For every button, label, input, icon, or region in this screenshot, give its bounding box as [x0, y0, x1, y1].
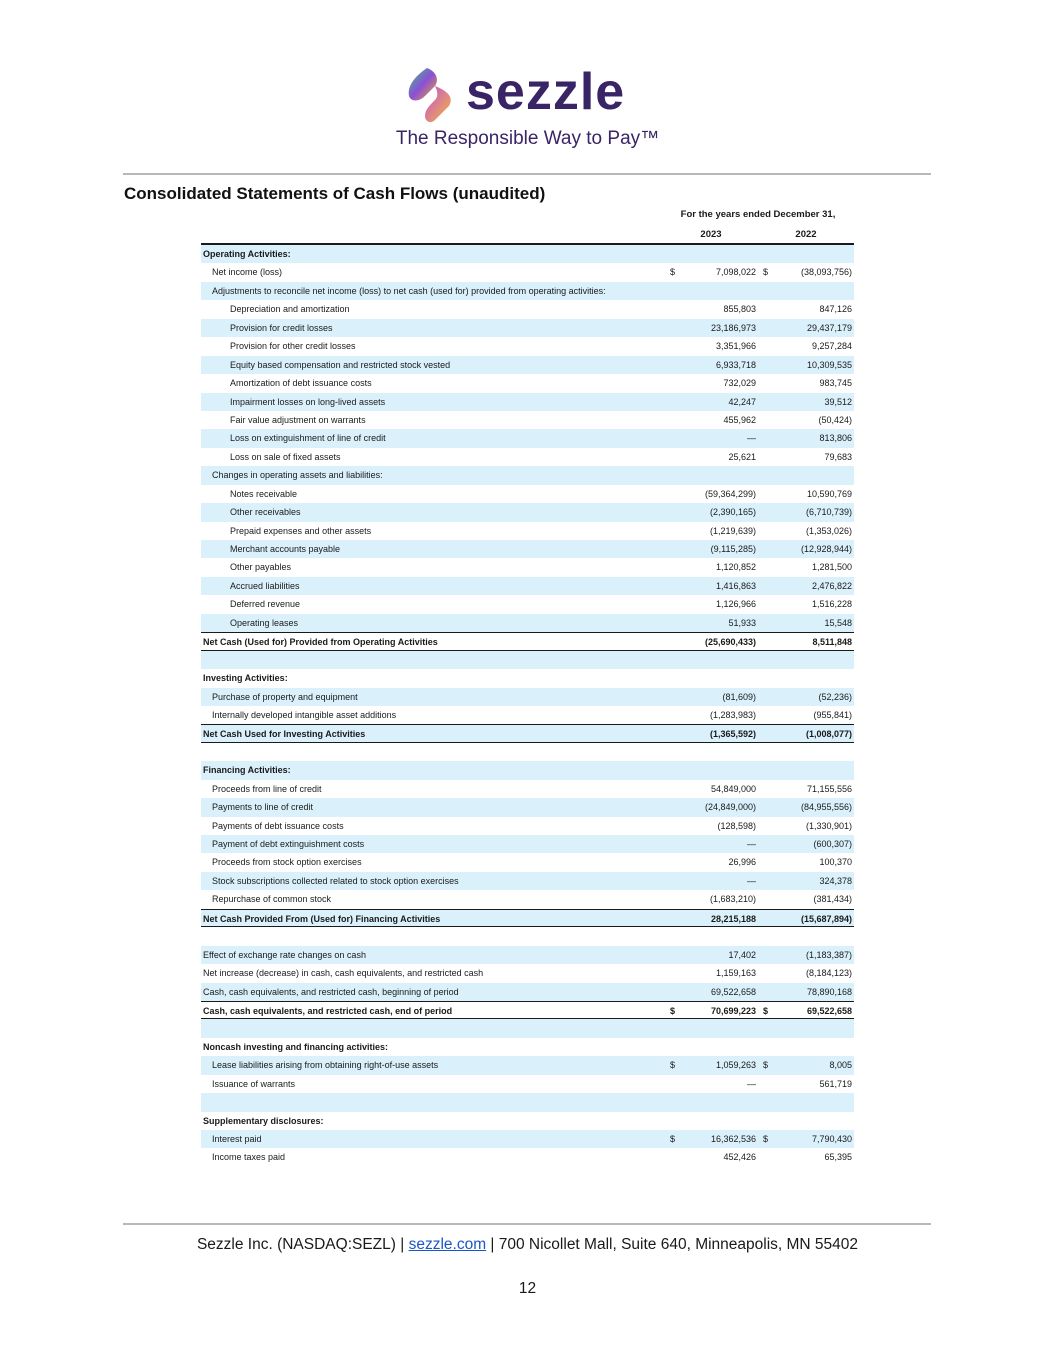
table-row: [201, 393, 854, 411]
table-section-header: [201, 245, 854, 263]
row-label: Operating leases: [230, 617, 299, 628]
table-row: [201, 429, 854, 447]
table-row: [201, 503, 854, 521]
row-label: Changes in operating assets and liabilities:: [212, 470, 383, 481]
value-2023: 51,933: [728, 617, 756, 628]
table-row: [201, 337, 854, 355]
value-2023: 25,621: [728, 451, 756, 462]
value-2023: (2,390,165): [709, 507, 756, 518]
currency-symbol: $: [763, 267, 769, 278]
value-2023: (24,849,000): [704, 802, 756, 813]
row-label: Accrued liabilities: [230, 580, 300, 591]
table-row: [201, 946, 854, 964]
value-2023: 23,186,973: [710, 322, 756, 333]
currency-symbol: $: [763, 1060, 769, 1071]
brand-logo: [0, 62, 1055, 162]
table-row: [201, 595, 854, 613]
value-2022: 71,155,556: [806, 783, 852, 794]
currency-symbol: $: [763, 1005, 769, 1016]
period-label: For the years ended December 31,: [680, 209, 836, 220]
value-2022: 561,719: [819, 1078, 852, 1089]
value-2023: —: [747, 839, 756, 849]
table-row: [201, 872, 854, 890]
table-row: [201, 890, 854, 908]
currency-symbol: $: [670, 1134, 676, 1144]
value-2023: 1,120,852: [715, 562, 756, 573]
row-label: Loss on extinguishment of line of credit: [230, 433, 386, 444]
value-2022: (1,183,387): [805, 949, 852, 960]
page-number: 12: [518, 1280, 537, 1297]
table-row: [201, 1019, 854, 1037]
table-row: [201, 577, 854, 595]
table-row: [201, 688, 854, 706]
sezzle-logo-icon: [405, 66, 457, 124]
value-2022: 813,806: [819, 433, 852, 444]
value-2022: (84,955,556): [800, 802, 852, 813]
row-label: Investing Activities:: [203, 673, 288, 684]
value-2023: —: [747, 1078, 756, 1089]
row-label: Cash, cash equivalents, and restricted cash, beginning of period: [203, 986, 459, 997]
header-divider: [123, 173, 931, 175]
table-total-row: [201, 632, 854, 650]
value-2022: (1,330,901): [805, 820, 852, 831]
value-2022: 69,522,658: [806, 1005, 852, 1016]
row-label: Payments to line of credit: [212, 802, 314, 813]
value-2023: (1,219,639): [709, 525, 756, 536]
value-2023: 42,247: [728, 396, 756, 407]
value-2022: 78,890,168: [806, 986, 852, 997]
table-row: [201, 558, 854, 576]
value-2023: 732,029: [723, 378, 756, 389]
value-2023: —: [747, 875, 756, 886]
currency-symbol: $: [670, 1005, 676, 1016]
row-label: Other payables: [230, 562, 292, 573]
table-row: [201, 927, 854, 945]
value-2022: 39,512: [824, 396, 852, 407]
value-2023: —: [747, 433, 756, 444]
table-row: [201, 1093, 854, 1111]
row-label: Notes receivable: [230, 488, 298, 499]
currency-symbol: $: [670, 267, 676, 278]
value-2023: 455,962: [723, 414, 756, 425]
value-2023: 855,803: [723, 304, 756, 315]
value-2022: 9,257,284: [811, 341, 852, 352]
row-label: Provision for other credit losses: [230, 341, 356, 352]
row-label: Impairment losses on long-lived assets: [230, 396, 386, 407]
currency-symbol: $: [670, 1060, 676, 1071]
value-2022: (38,093,756): [800, 267, 852, 278]
value-2023: 3,351,966: [715, 341, 756, 352]
value-2022: (50,424): [818, 414, 852, 425]
table-row: [201, 319, 854, 337]
value-2023: 1,416,863: [715, 580, 756, 591]
value-2023: (59,364,299): [704, 488, 756, 499]
row-label: Income taxes paid: [212, 1152, 286, 1163]
value-2022: (15,687,894): [800, 913, 852, 924]
row-label: Noncash investing and financing activities:: [203, 1041, 389, 1052]
table-row: [201, 983, 854, 1001]
row-label: Repurchase of common stock: [212, 894, 332, 905]
value-2022: (12,928,944): [800, 544, 852, 554]
value-2022: 10,309,535: [806, 359, 852, 370]
brand-tagline: The Responsible Way to Pay™: [395, 128, 660, 149]
value-2023: 16,362,536: [710, 1134, 756, 1144]
row-label: Net income (loss): [212, 267, 283, 278]
footer-divider: [123, 1223, 931, 1225]
table-row: [201, 651, 854, 669]
footer: [0, 1236, 1055, 1254]
table-row: [201, 1148, 854, 1166]
row-label: Deferred revenue: [230, 599, 301, 610]
row-label: Effect of exchange rate changes on cash: [203, 949, 366, 960]
table-section-header: [201, 1112, 854, 1130]
table-row: [201, 817, 854, 835]
value-2022: 10,590,769: [806, 488, 852, 499]
row-label: Merchant accounts payable: [230, 544, 341, 554]
value-2023: 452,426: [723, 1152, 756, 1163]
table-total-row: [201, 909, 854, 927]
table-row: [201, 540, 854, 558]
table-section-header: [201, 669, 854, 687]
row-label: Operating Activities:: [203, 249, 291, 259]
table-row: [201, 1130, 854, 1148]
row-label: Net Cash Used for Investing Activities: [203, 729, 366, 740]
table-row: [201, 780, 854, 798]
value-2022: 8,511,848: [812, 637, 852, 648]
table-row: [201, 263, 854, 281]
value-2023: (128,598): [717, 820, 756, 831]
value-2022: 29,437,179: [806, 322, 852, 333]
value-2022: (955,841): [813, 709, 852, 720]
row-label: Loss on sale of fixed assets: [230, 451, 341, 462]
column-header-2023: 2023: [700, 229, 722, 240]
value-2023: 6,933,718: [715, 359, 756, 370]
value-2022: (600,307): [813, 839, 852, 849]
value-2022: 100,370: [819, 857, 852, 868]
cash-flow-table: [201, 245, 854, 1167]
table-row: [201, 485, 854, 503]
value-2023: 28,215,188: [710, 913, 756, 924]
row-label: Lease liabilities arising from obtaining right-of-use assets: [212, 1060, 439, 1071]
row-label: Amortization of debt issuance costs: [230, 378, 372, 389]
table-section-header: [201, 1038, 854, 1056]
value-2023: 7,098,022: [715, 267, 756, 278]
value-2023: 26,996: [728, 857, 756, 868]
value-2023: 1,059,263: [715, 1060, 756, 1071]
value-2022: (1,008,077): [805, 729, 852, 740]
table-row: [201, 300, 854, 318]
footer-company: Sezzle Inc. (NASDAQ:SEZL) |: [196, 1236, 405, 1253]
table-row: [201, 282, 854, 300]
table-row: [201, 374, 854, 392]
table-row: [201, 356, 854, 374]
value-2022: 1,281,500: [811, 562, 852, 573]
table-row: [201, 614, 854, 632]
value-2022: (1,353,026): [805, 525, 852, 536]
row-label: Financing Activities:: [203, 765, 291, 776]
row-label: Proceeds from line of credit: [212, 783, 322, 794]
table-row: [201, 466, 854, 484]
table-row: [201, 835, 854, 853]
value-2023: 70,699,223: [710, 1005, 756, 1016]
row-label: Depreciation and amortization: [230, 304, 350, 315]
value-2023: (1,683,210): [709, 894, 756, 905]
row-label: Proceeds from stock option exercises: [212, 857, 362, 868]
row-label: Net Cash (Used for) Provided from Operating Activities: [203, 637, 438, 648]
row-label: Net increase (decrease) in cash, cash equivalents, and restricted cash: [203, 968, 484, 979]
table-section-header: [201, 761, 854, 779]
value-2023: 17,402: [728, 949, 756, 960]
table-row: [201, 853, 854, 871]
value-2022: 847,126: [819, 304, 852, 315]
row-label: Payments of debt issuance costs: [212, 820, 344, 831]
value-2022: 2,476,822: [811, 580, 852, 591]
column-header-2022: 2022: [795, 229, 817, 240]
value-2023: 1,126,966: [715, 599, 756, 610]
currency-symbol: $: [763, 1134, 769, 1144]
value-2022: 983,745: [819, 378, 852, 389]
row-label: Purchase of property and equipment: [212, 691, 358, 702]
table-row: [201, 1075, 854, 1093]
page-title: Consolidated Statements of Cash Flows (unaudited): [124, 184, 546, 203]
value-2022: (6,710,739): [805, 507, 852, 518]
table-row: [201, 964, 854, 982]
value-2023: 1,159,163: [715, 968, 756, 979]
table-total-row: [201, 724, 854, 742]
value-2023: 69,522,658: [710, 986, 756, 997]
value-2022: 8,005: [829, 1060, 852, 1071]
value-2023: (9,115,285): [710, 544, 756, 554]
brand-wordmark: sezzle: [466, 63, 626, 121]
value-2023: (1,283,983): [709, 709, 756, 720]
row-label: Net Cash Provided From (Used for) Financing Activities: [203, 913, 441, 924]
table-row: [201, 798, 854, 816]
row-label: Prepaid expenses and other assets: [230, 525, 372, 536]
table-row: [201, 411, 854, 429]
value-2022: 79,683: [824, 451, 852, 462]
value-2022: (381,434): [813, 894, 852, 905]
footer-address: | 700 Nicollet Mall, Suite 640, Minneapolis, MN 55402: [490, 1236, 859, 1253]
value-2022: 324,378: [819, 875, 852, 886]
table-row: [201, 743, 854, 761]
value-2022: 7,790,430: [811, 1134, 852, 1144]
value-2022: (52,236): [818, 691, 852, 702]
row-label: Cash, cash equivalents, and restricted cash, end of period: [203, 1005, 453, 1016]
table-row: [201, 448, 854, 466]
row-label: Provision for credit losses: [230, 322, 333, 333]
row-label: Adjustments to reconcile net income (loss) to net cash (used for) provided from operating activities:: [212, 285, 606, 296]
value-2023: 54,849,000: [710, 783, 756, 794]
value-2023: (1,365,592): [709, 729, 756, 740]
value-2023: (25,690,433): [704, 637, 756, 648]
value-2022: 15,548: [824, 617, 852, 628]
row-label: Other receivables: [230, 507, 301, 518]
row-label: Equity based compensation and restricted stock vested: [230, 359, 451, 370]
value-2023: (81,609): [722, 691, 756, 702]
table-row: [201, 522, 854, 540]
value-2022: (8,184,123): [805, 968, 852, 979]
row-label: Payment of debt extinguishment costs: [212, 839, 365, 849]
row-label: Supplementary disclosures:: [203, 1115, 324, 1126]
row-label: Issuance of warrants: [212, 1078, 296, 1089]
value-2022: 65,395: [824, 1152, 852, 1163]
table-total-row: [201, 1001, 854, 1019]
value-2022: 1,516,228: [811, 599, 852, 610]
row-label: Stock subscriptions collected related to stock option exercises: [212, 875, 459, 886]
row-label: Internally developed intangible asset additions: [212, 709, 397, 720]
row-label: Interest paid: [212, 1134, 262, 1144]
table-row: [201, 706, 854, 724]
table-row: [201, 1056, 854, 1074]
row-label: Fair value adjustment on warrants: [230, 414, 366, 425]
footer-link[interactable]: sezzle.com: [408, 1236, 487, 1253]
